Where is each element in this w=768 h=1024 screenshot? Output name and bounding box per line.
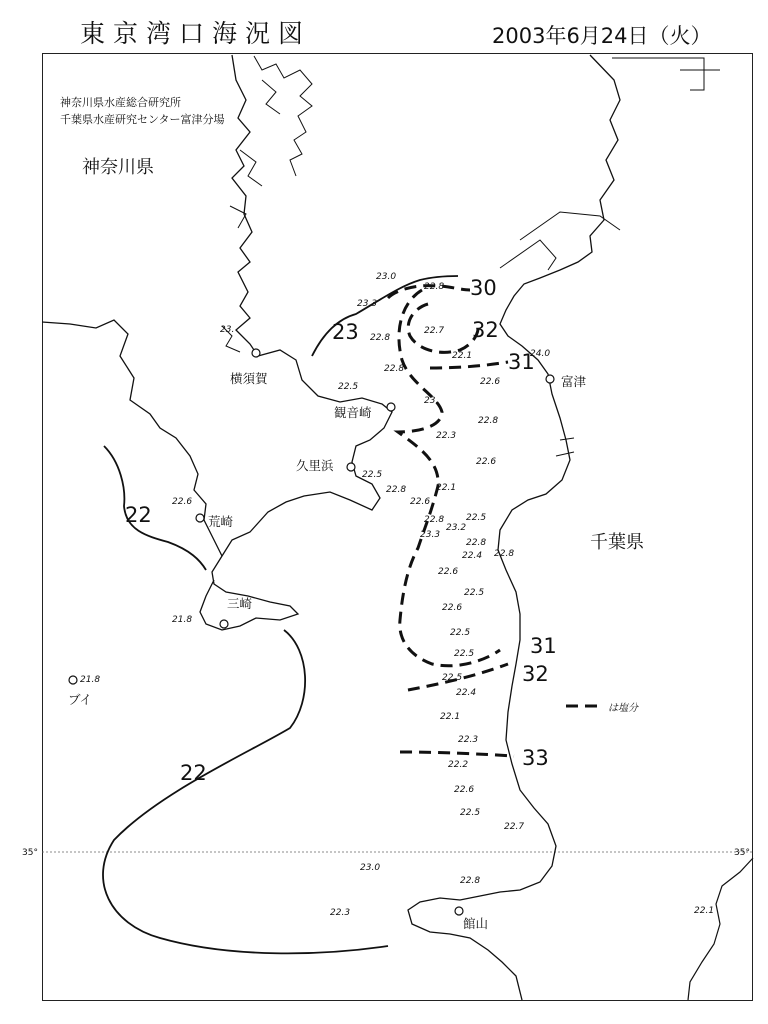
obs-value: 22.6 bbox=[438, 567, 459, 577]
obs-value: 22.3 bbox=[330, 908, 351, 918]
isohaline-33 bbox=[400, 752, 514, 756]
isohaline-label-31-south: 31 bbox=[530, 634, 557, 658]
obs-value: 23.3 bbox=[357, 299, 378, 309]
place-kannonzaki: 観音崎 bbox=[334, 405, 372, 420]
obs-value: 22.7 bbox=[424, 326, 445, 336]
obs-value: 22.6 bbox=[454, 785, 475, 795]
obs-value: 22.6 bbox=[172, 497, 193, 507]
isotherm-22-south bbox=[103, 630, 388, 953]
buoy-marker bbox=[69, 676, 77, 684]
source-kanagawa: 神奈川県水産総合研究所 bbox=[60, 96, 181, 109]
map-title: 東京湾口海況図 bbox=[80, 19, 312, 48]
obs-value: 22.8 bbox=[460, 876, 481, 886]
obs-value: 22.6 bbox=[476, 457, 497, 467]
obs-value: 22.8 bbox=[466, 538, 487, 548]
latitude-label-west: 35° bbox=[22, 848, 38, 858]
station-markers bbox=[69, 349, 554, 915]
obs-value: 23.2 bbox=[446, 523, 467, 533]
isohaline-label-30: 30 bbox=[470, 276, 497, 300]
obs-value: 22.3 bbox=[436, 431, 457, 441]
obs-value: 22.1 bbox=[452, 351, 473, 361]
latitude-label-east: 35° bbox=[734, 848, 750, 858]
obs-value: 22.8 bbox=[424, 282, 445, 292]
obs-value: 22.4 bbox=[462, 551, 483, 561]
obs-value: 22.8 bbox=[370, 333, 391, 343]
isotherm-label-22-north: 22 bbox=[125, 503, 152, 527]
obs-value: 22.6 bbox=[480, 377, 501, 387]
isohaline-label-31-north: 31 bbox=[508, 350, 535, 374]
place-arasaki: 荒崎 bbox=[208, 514, 234, 529]
obs-value: 22.5 bbox=[466, 513, 487, 523]
obs-value: 22.5 bbox=[454, 649, 475, 659]
obs-value: 21.8 bbox=[80, 675, 101, 685]
obs-value: 22.3 bbox=[458, 735, 479, 745]
obs-value: 23.3 bbox=[420, 530, 441, 540]
isohaline-label-33: 33 bbox=[522, 746, 549, 770]
chiba-coastline bbox=[408, 55, 620, 1000]
place-tateyama: 館山 bbox=[463, 916, 489, 931]
yokosuka-marker bbox=[252, 349, 260, 357]
obs-value: 22.5 bbox=[450, 628, 471, 638]
arasaki-marker bbox=[196, 514, 204, 522]
obs-value: 22.7 bbox=[504, 822, 525, 832]
obs-value: 22.2 bbox=[448, 760, 469, 770]
isohaline-31-north-tail bbox=[430, 362, 508, 368]
obs-value: 22.5 bbox=[460, 808, 481, 818]
isotherm-label-22-south: 22 bbox=[180, 761, 207, 785]
obs-value: 21.8 bbox=[172, 615, 193, 625]
misaki-marker bbox=[220, 620, 228, 628]
place-misaki: 三崎 bbox=[227, 596, 253, 611]
place-kurihama: 久里浜 bbox=[296, 458, 334, 473]
survey-date: 2003年6月24日（火） bbox=[492, 24, 712, 48]
obs-value: 22.5 bbox=[464, 588, 485, 598]
place-futtsu: 富津 bbox=[561, 374, 587, 389]
obs-value: 23. bbox=[220, 325, 235, 335]
prefecture-kanagawa: 神奈川県 bbox=[82, 157, 154, 178]
obs-value: 24.0 bbox=[530, 349, 551, 359]
obs-value: 22.1 bbox=[436, 483, 457, 493]
isohaline-group bbox=[388, 286, 604, 756]
obs-value: 22.8 bbox=[386, 485, 407, 495]
place-yokosuka: 横須賀 bbox=[230, 371, 268, 386]
obs-value: 22.6 bbox=[410, 497, 431, 507]
obs-value: 23. bbox=[424, 396, 439, 406]
obs-value: 22.8 bbox=[384, 364, 405, 374]
kannonzaki-marker bbox=[387, 403, 395, 411]
obs-value: 22.5 bbox=[442, 673, 463, 683]
obs-value: 22.8 bbox=[478, 416, 499, 426]
isotherm-22-north bbox=[104, 446, 206, 570]
place-buoy: ブイ bbox=[68, 692, 92, 707]
obs-value: 22.8 bbox=[494, 549, 515, 559]
chiba-outer-coast bbox=[688, 858, 753, 1000]
isohaline-label-32-south: 32 bbox=[522, 662, 549, 686]
obs-value: 23.0 bbox=[376, 272, 397, 282]
obs-value: 22.6 bbox=[442, 603, 463, 613]
obs-value: 22.1 bbox=[694, 906, 715, 916]
kurihama-marker bbox=[347, 463, 355, 471]
chiba-harbor-lines bbox=[500, 58, 720, 456]
obs-value: 22.5 bbox=[362, 470, 383, 480]
obs-value: 23.0 bbox=[360, 863, 381, 873]
isotherm-label-23: 23 bbox=[332, 320, 359, 344]
source-chiba: 千葉県水産研究センター富津分場 bbox=[60, 113, 225, 126]
tateyama-marker bbox=[455, 907, 463, 915]
futtsu-marker bbox=[546, 375, 554, 383]
yokohama-harbor bbox=[222, 56, 312, 352]
obs-value: 22.8 bbox=[424, 515, 445, 525]
prefecture-chiba: 千葉県 bbox=[590, 532, 644, 553]
kanagawa-coastline bbox=[200, 55, 392, 630]
obs-value: 22.1 bbox=[440, 712, 461, 722]
isohaline-label-32-north: 32 bbox=[472, 318, 499, 342]
obs-value: 22.4 bbox=[456, 688, 477, 698]
legend-isohaline-text: は塩分 bbox=[608, 703, 638, 714]
obs-value: 22.5 bbox=[338, 382, 359, 392]
